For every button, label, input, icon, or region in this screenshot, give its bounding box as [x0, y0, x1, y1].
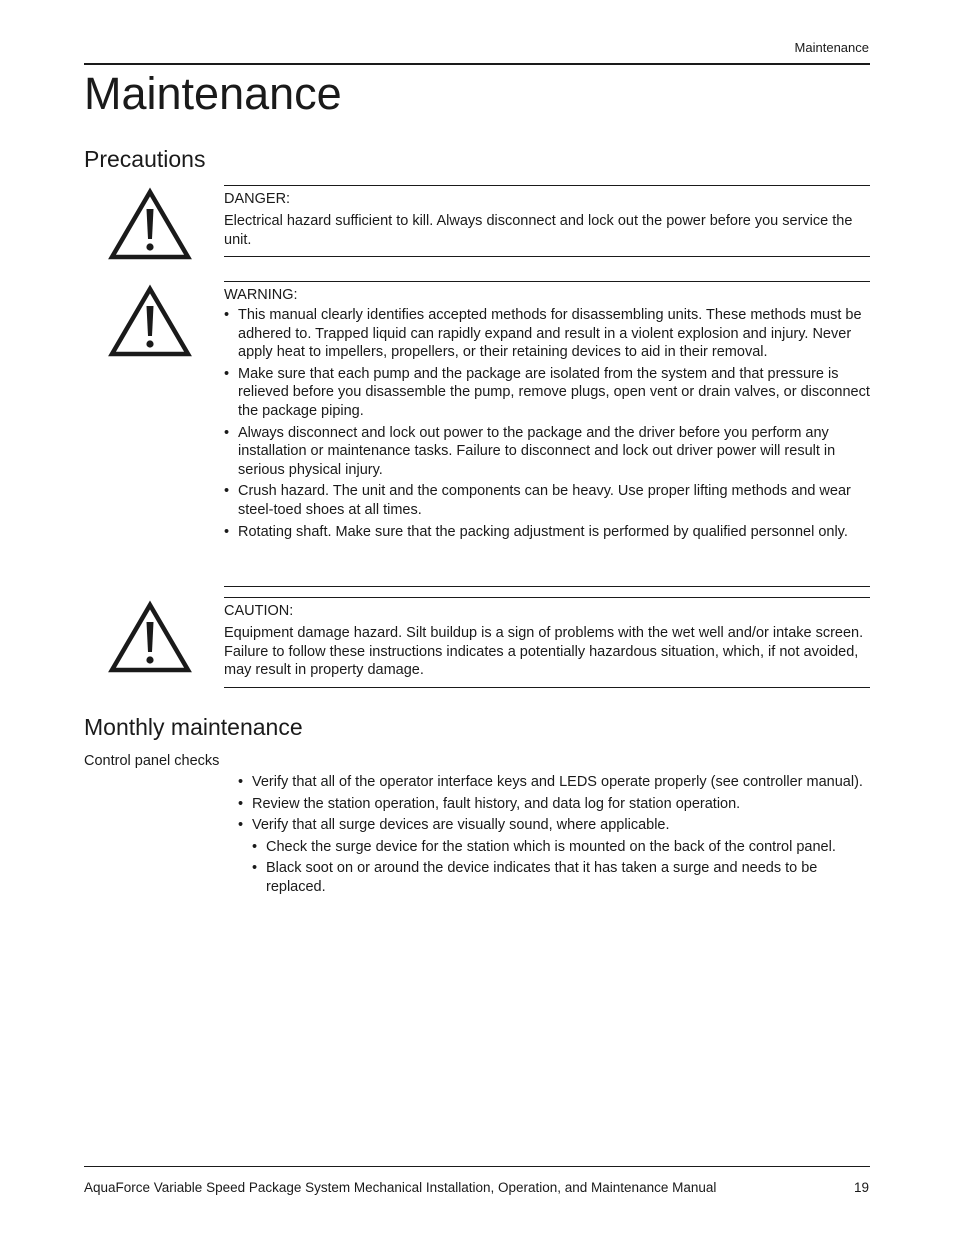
- footer-rule: [84, 1166, 870, 1167]
- monthly-maintenance-heading: Monthly maintenance: [84, 714, 303, 740]
- caution-top-rule: [224, 597, 870, 598]
- precautions-heading: Precautions: [84, 146, 206, 172]
- check-item: • Review the station operation, fault history, and data log for station operation.: [238, 795, 868, 814]
- header-rule: [84, 63, 870, 65]
- caution-text: Equipment damage hazard. Silt buildup is a sign of problems with the wet well and/or intake screen. Failure to follow these instructions indicates a potentially hazardous situation, which, if not avoided, may result in property damage.: [224, 625, 864, 678]
- footer-manual-title: AquaForce Variable Speed Package System Mechanical Installation, Operation, and Maintenance Manual: [84, 1180, 717, 1195]
- warning-label: WARNING:: [224, 287, 298, 303]
- warning-item: • Crush hazard. The unit and the components can be heavy. Use proper lifting methods and wear steel-toed shoes at all times.: [224, 482, 870, 519]
- running-header: Maintenance: [794, 40, 869, 55]
- warning-triangle-icon: [108, 284, 192, 358]
- check-subitem: • Check the surge device for the station which is mounted on the back of the control panel.: [238, 838, 868, 857]
- warning-bottom-rule: [224, 586, 870, 587]
- caution-triangle-icon: [108, 600, 192, 674]
- caution-label: CAUTION:: [224, 603, 294, 619]
- control-panel-check-list: [238, 773, 868, 900]
- warning-item: • Rotating shaft. Make sure that the packing adjustment is performed by qualified personnel only.: [224, 523, 870, 542]
- danger-text: Electrical hazard sufficient to kill. Always disconnect and lock out the power before you service the unit.: [224, 213, 853, 248]
- caution-bottom-rule: [224, 687, 870, 688]
- warning-list: [224, 306, 870, 544]
- check-item: • Verify that all of the operator interface keys and LEDS operate properly (see controller manual).: [238, 773, 868, 792]
- control-panel-checks-label: Control panel checks: [84, 753, 220, 769]
- warning-item: • This manual clearly identifies accepted methods for disassembling units. These methods must be adhered to. Trapped liquid can rapidly expand and result in a violent explosion and injury. Never apply heat to impellers, propellers, or their retaining devices to aid in their removal.: [224, 306, 870, 362]
- danger-label: DANGER:: [224, 191, 291, 207]
- danger-bottom-rule: [224, 256, 870, 257]
- check-subitem: • Black soot on or around the device indicates that it has taken a surge and needs to be replaced.: [238, 859, 868, 896]
- danger-warning-triangle-icon: [108, 187, 192, 261]
- warning-item: • Make sure that each pump and the package are isolated from the system and that pressure is relieved before you disassemble the pump, remove plugs, open vent or drain valves, or disconnect the package piping.: [224, 365, 870, 421]
- page-number: 19: [853, 1180, 869, 1195]
- warning-item: • Always disconnect and lock out power to the package and the driver before you perform any installation or maintenance tasks. Failure to disconnect and lock out driver power will result in serious physical injury.: [224, 424, 870, 480]
- warning-top-rule: [224, 281, 870, 282]
- check-item: • Verify that all surge devices are visually sound, where applicable.: [238, 816, 868, 835]
- page-title: Maintenance: [84, 68, 342, 119]
- danger-top-rule: [224, 185, 870, 186]
